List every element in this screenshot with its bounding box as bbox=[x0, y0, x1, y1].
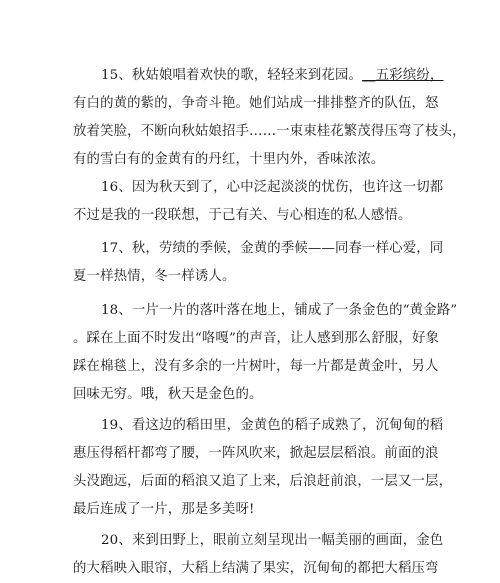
paragraph-line: 最后连成了一片，那是多美呀! bbox=[73, 502, 255, 517]
paragraph-line: 惠压得稻杆都弯了腰，一阵风吹来，掀起层层稻浪。前面的浪 bbox=[73, 446, 439, 461]
paragraph-17 bbox=[73, 235, 444, 291]
paragraph-line bbox=[73, 62, 444, 90]
paragraph-line: 19、看这边的稻田里，金黄色的稻子成熟了，沉甸甸的稻 bbox=[101, 418, 444, 433]
paragraph-line: 16、因为秋天到了，心中泛起淡淡的忧伤，也许这一切都 bbox=[101, 180, 444, 195]
paragraph-line: 的大稻映入眼帘，大稻上结满了果实，沉甸甸的都把大稻压弯 bbox=[73, 561, 439, 576]
paragraph-line: 。踩在上面不时发出“咯嘎”的声音，让人感到那么舒服，好象 bbox=[73, 331, 440, 346]
paragraph-line: 不过是我的一段联想，于己有关、与心相连的私人感悟。 bbox=[73, 208, 412, 223]
paragraph-line: 17、秋，劳绩的季候，金黄的季候——同春一样心爱，同 bbox=[101, 241, 444, 256]
paragraph-15 bbox=[73, 62, 466, 174]
paragraph-line: 18、一片一片的落叶落在地上，铺成了一条金色的“黄金路” bbox=[101, 303, 458, 318]
paragraph-19 bbox=[73, 412, 453, 524]
paragraph-18 bbox=[73, 297, 458, 409]
paragraph-line: 20、来到田野上，眼前立刻呈现出一幅美丽的画面，金色 bbox=[101, 533, 444, 548]
paragraph-line: 有的雪白有的金黄有的丹红，十里内外，香味浓浓。 bbox=[73, 152, 385, 167]
paragraph-line-text: 15、秋姑娘唱着欢快的歌，轻轻来到花园。 bbox=[101, 68, 363, 83]
paragraph-line: 夏一样热情，冬一样诱人。 bbox=[73, 269, 236, 284]
paragraph-line: 有白的黄的紫的，争奇斗艳。她们站成一排排整齐的队伍，怒 bbox=[73, 96, 439, 111]
paragraph-line: 头没跑远，后面的稻浪又追了上来，后浪赶前浪，一层又一层， bbox=[73, 474, 453, 489]
paragraph-20 bbox=[73, 527, 444, 583]
paragraph-16 bbox=[73, 174, 444, 230]
paragraph-line: 回味无穷。哦，秋天是金色的。 bbox=[73, 387, 263, 402]
underlined-fragment: __五彩缤纷， bbox=[362, 68, 444, 83]
paragraph-line: 放着笑脸，不断向秋姑娘招手……一束束桂花繁茂得压弯了枝头， bbox=[73, 124, 466, 139]
paragraph-line: 踩在棉毯上，没有多余的一片树叶，每一片都是黄金叶，另人 bbox=[73, 359, 439, 374]
